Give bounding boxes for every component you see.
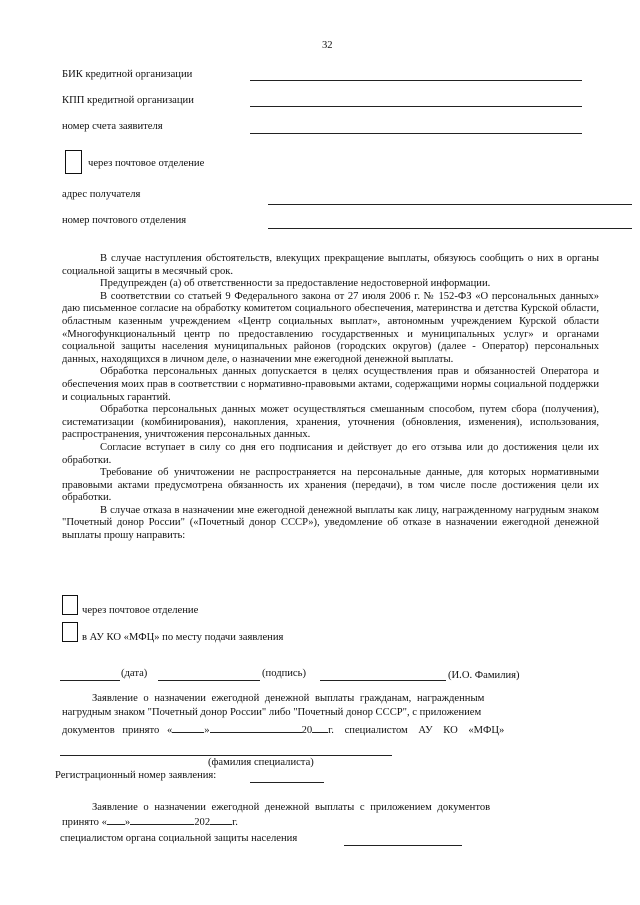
- mfc-receipt-line3: [62, 723, 504, 738]
- social-accepted-label: принято «: [62, 817, 107, 828]
- refusal-post-label: через почтовое отделение: [82, 605, 199, 616]
- bik-field[interactable]: [250, 80, 582, 81]
- address-label: адрес получателя: [62, 189, 141, 200]
- kpp-field[interactable]: [250, 106, 582, 107]
- address-field[interactable]: [268, 204, 632, 205]
- post-office-checkbox[interactable]: [65, 150, 82, 174]
- account-field[interactable]: [250, 133, 582, 134]
- full-name-field[interactable]: [320, 680, 446, 681]
- signature-caption: (подпись): [262, 668, 306, 679]
- paragraph-warning: Предупрежден (а) об ответственности за предоставление недостоверной информации.: [100, 278, 491, 290]
- signature-field[interactable]: [158, 680, 260, 681]
- refusal-post-checkbox[interactable]: [62, 595, 78, 615]
- mfc-month-field[interactable]: [210, 723, 302, 733]
- social-receipt-line2: [62, 815, 238, 830]
- mfc-year-prefix: 20: [301, 725, 313, 736]
- social-day-field[interactable]: [107, 815, 125, 825]
- social-specialist-label: специалистом органа социальной защиты населения: [60, 833, 298, 844]
- specialist-caption: (фамилия специалиста): [208, 757, 314, 768]
- mfc-specialist-field[interactable]: [60, 755, 392, 756]
- date-caption: (дата): [121, 668, 148, 679]
- post-office-option-label: через почтовое отделение: [88, 158, 205, 169]
- post-office-number-field[interactable]: [268, 228, 632, 229]
- mfc-quote-close: »: [204, 725, 210, 736]
- paragraph-notify: В случае наступления обстоятельств, влекущих прекращение выплаты, обязуюсь сообщить о них в органы социальной защиты в месячный срок.: [62, 253, 599, 277]
- mfc-accepted-label: документов принято «: [62, 725, 173, 736]
- social-month-field[interactable]: [130, 815, 194, 825]
- page-number: 32: [322, 40, 333, 51]
- refusal-mfc-checkbox[interactable]: [62, 622, 78, 642]
- paragraph-processing-method: Обработка персональных данных может осуществляться смешанным способом, путем сбора (получения), систематизации (комбинирования), накопления, хранения, уточнения (обновления, изменения), использования, распространения, уничтожения персональных данных.: [62, 404, 599, 441]
- social-quote-close: »: [124, 817, 131, 828]
- mfc-year-field[interactable]: [312, 723, 328, 733]
- social-year-prefix: 202: [194, 817, 211, 828]
- social-receipt-line1: Заявление о назначении ежегодной денежной выплаты с приложением документов: [92, 802, 491, 813]
- social-year-field[interactable]: [210, 815, 232, 825]
- paragraph-consent-validity: Согласие вступает в силу со дня его подписания и действует до его отзыва или до достижения цели их обработки.: [62, 441, 599, 466]
- paragraph-refusal: В случае отказа в назначении мне ежегодной денежной выплаты как лицу, награжденному нагрудным знаком "Почетный донор России" («Почетный донор СССР»), уведомление об отказе в назначении ежегодной денежной выплаты прошу направить:: [62, 504, 599, 542]
- mfc-receipt-line2: нагрудным знаком "Почетный донор России" либо "Почетный донор СССР", с приложением: [62, 707, 482, 718]
- paragraph-processing-purpose: Обработка персональных данных допускается в целях осуществления прав и обязанностей Оператора и обеспечения моих прав в соответствии с нормативно-правовыми актами, содержащими нормы социальной поддержки и социальных гарантий.: [62, 366, 599, 403]
- mfc-specialist-label: г. специалистом АУ КО «МФЦ»: [328, 725, 505, 736]
- refusal-mfc-label: в АУ КО «МФЦ» по месту подачи заявления: [82, 632, 284, 643]
- date-field[interactable]: [60, 680, 120, 681]
- registration-number-field[interactable]: [250, 782, 324, 783]
- mfc-day-field[interactable]: [172, 723, 204, 733]
- registration-label: Регистрационный номер заявления:: [55, 770, 217, 781]
- account-label: номер счета заявителя: [62, 121, 163, 132]
- paragraph-consent: В соответствии со статьей 9 Федерального закона от 27 июля 2006 г. № 152-ФЗ «О персональных данных» даю письменное согласие на обработку комитетом социального обеспечения, материнства и детства Курской области, областным казенным учреждением «Центр социальных выплат», автономным учреждением Курской области «Многофункциональный центр по предоставлению государственных и муниципальных услуг» и органами социальной защиты населения муниципальных районов (городских округов) (далее - Оператор) персональных данных, находящихся в личном деле, о назначении мне ежегодной денежной выплаты.: [62, 290, 599, 365]
- post-office-number-label: номер почтового отделения: [62, 215, 187, 226]
- mfc-receipt-line1: Заявление о назначении ежегодной денежной выплаты гражданам, награжденным: [92, 693, 485, 704]
- social-specialist-field[interactable]: [344, 845, 462, 846]
- consent-text-block: [62, 253, 599, 543]
- full-name-caption: (И.О. Фамилия): [448, 670, 520, 681]
- paragraph-destruction: Требование об уничтожении не распространяется на персональные данные, для которых нормативными правовыми актами предусмотрена обязанность их хранения (передачи), в том числе после достижения цели их обработки.: [62, 467, 599, 504]
- bik-label: БИК кредитной организации: [62, 69, 193, 80]
- kpp-label: КПП кредитной организации: [62, 95, 194, 106]
- social-year-suffix: г.: [232, 817, 238, 828]
